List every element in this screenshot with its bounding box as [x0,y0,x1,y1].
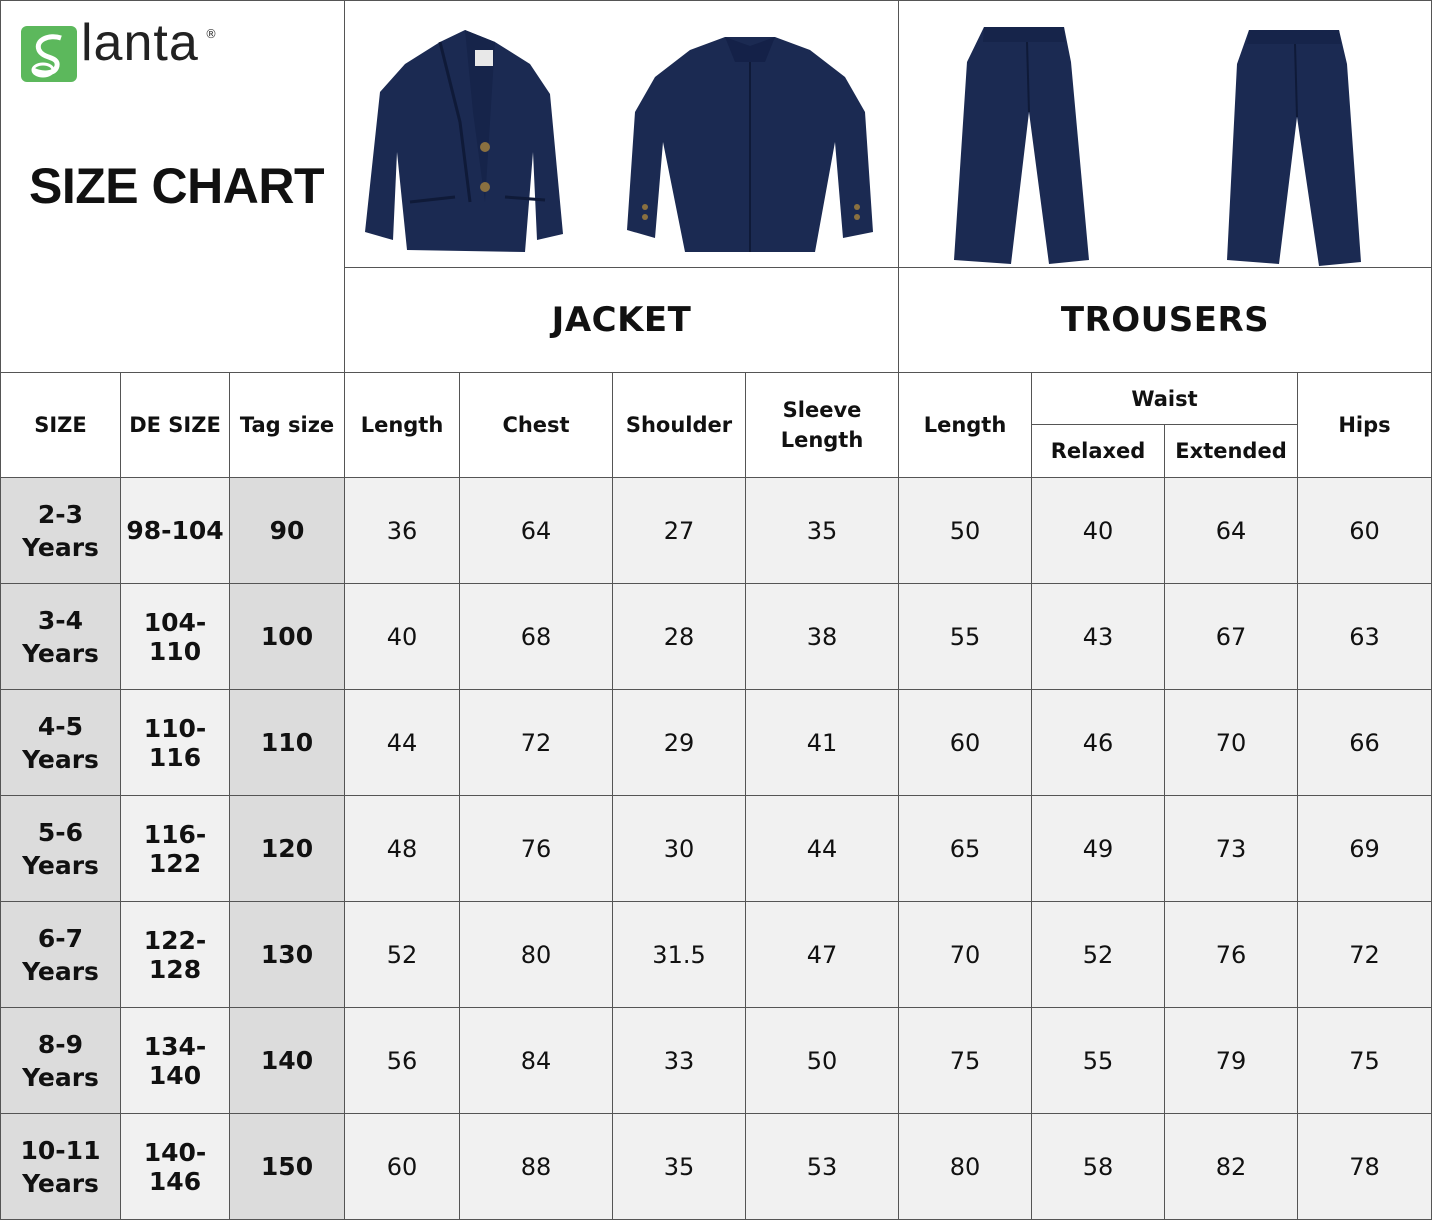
relaxed-cell: 49 [1032,796,1165,902]
table-row [1,478,1432,584]
trousers-length-cell: 80 [899,1114,1032,1220]
trousers-length-cell: 60 [899,690,1032,796]
section-jacket: JACKET [345,267,899,372]
size-cell [1,478,121,584]
sleeve-cell: 44 [746,796,899,902]
sleeve-cell: 38 [746,584,899,690]
trousers-illustration [899,2,1431,266]
de-size-cell: 122-128 [121,902,230,1008]
sleeve-cell: 53 [746,1114,899,1220]
header-jacket-length: Length [345,373,460,478]
trousers-images [899,1,1432,268]
relaxed-cell: 58 [1032,1114,1165,1220]
de-size-cell: 98-104 [121,478,230,584]
de-size-cell: 116-122 [121,796,230,902]
jacket-length-cell: 60 [345,1114,460,1220]
header-sleeve-line2: Length [780,428,864,452]
header-shoulder: Shoulder [613,373,746,478]
table-row [1,690,1432,796]
hips-cell: 60 [1298,478,1432,584]
de-size-cell: 134-140 [121,1008,230,1114]
hips-cell: 63 [1298,584,1432,690]
extended-cell: 73 [1165,796,1298,902]
trousers-length-cell: 75 [899,1008,1032,1114]
brand-panel [1,1,345,373]
chest-cell: 84 [460,1008,613,1114]
tag-size-cell: 150 [230,1114,345,1220]
extended-cell: 79 [1165,1008,1298,1114]
header-sleeve-line1: Sleeve [782,398,862,422]
tag-size-cell: 120 [230,796,345,902]
age-range: 8-9 [37,1029,84,1059]
shoulder-cell: 31.5 [613,902,746,1008]
shoulder-cell: 35 [613,1114,746,1220]
shoulder-cell: 27 [613,478,746,584]
trousers-length-cell: 70 [899,902,1032,1008]
shoulder-cell: 30 [613,796,746,902]
extended-cell: 82 [1165,1114,1298,1220]
jacket-length-cell: 52 [345,902,460,1008]
jacket-illustration [345,2,897,266]
age-range: 6-7 [37,923,84,953]
size-cell [1,690,121,796]
trousers-length-cell: 55 [899,584,1032,690]
header-size: SIZE [1,373,121,478]
table-row [1,584,1432,690]
relaxed-cell: 52 [1032,902,1165,1008]
relaxed-cell: 43 [1032,584,1165,690]
table-row [1,796,1432,902]
chest-cell: 76 [460,796,613,902]
trousers-front-icon [954,27,1089,264]
age-unit: Years [22,532,99,562]
age-range: 2-3 [37,499,84,529]
age-range: 3-4 [37,605,84,635]
chest-cell: 88 [460,1114,613,1220]
extended-cell: 76 [1165,902,1298,1008]
section-trousers: TROUSERS [899,267,1432,372]
size-cell [1,584,121,690]
jacket-length-cell: 36 [345,478,460,584]
de-size-cell: 104-110 [121,584,230,690]
header-extended: Extended [1165,425,1298,478]
relaxed-cell: 46 [1032,690,1165,796]
trousers-back-icon [1227,30,1361,266]
header-relaxed: Relaxed [1032,425,1165,478]
age-unit: Years [22,850,99,880]
age-range: 10-11 [20,1135,101,1165]
extended-cell: 64 [1165,478,1298,584]
de-size-cell: 110-116 [121,690,230,796]
tag-size-cell: 90 [230,478,345,584]
table-row [1,1114,1432,1220]
header-chest: Chest [460,373,613,478]
shoulder-cell: 29 [613,690,746,796]
relaxed-cell: 40 [1032,478,1165,584]
hips-cell: 72 [1298,902,1432,1008]
jacket-back-icon [627,37,873,252]
hips-cell: 69 [1298,796,1432,902]
brand-name: lanta [81,14,199,72]
registered-mark: ® [205,27,217,41]
jacket-length-cell: 56 [345,1008,460,1114]
header-sleeve-length [746,373,899,478]
jacket-length-cell: 40 [345,584,460,690]
header-hips: Hips [1298,373,1432,478]
sleeve-cell: 50 [746,1008,899,1114]
chest-cell: 80 [460,902,613,1008]
age-unit: Years [22,638,99,668]
jacket-front-icon [365,30,563,252]
header-trousers-length: Length [899,373,1032,478]
header-tag-size: Tag size [230,373,345,478]
age-range: 5-6 [37,817,84,847]
hips-cell: 66 [1298,690,1432,796]
hips-cell: 75 [1298,1008,1432,1114]
age-unit: Years [22,1062,99,1092]
logo-icon [21,26,77,82]
chest-cell: 68 [460,584,613,690]
chest-cell: 64 [460,478,613,584]
size-cell [1,902,121,1008]
extended-cell: 67 [1165,584,1298,690]
jacket-length-cell: 48 [345,796,460,902]
table-row [1,1008,1432,1114]
size-cell [1,1008,121,1114]
tag-size-cell: 130 [230,902,345,1008]
tag-size-cell: 100 [230,584,345,690]
tag-size-cell: 110 [230,690,345,796]
sleeve-cell: 41 [746,690,899,796]
age-unit: Years [22,956,99,986]
sleeve-cell: 47 [746,902,899,1008]
jacket-images [345,1,899,268]
chest-cell: 72 [460,690,613,796]
tag-size-cell: 140 [230,1008,345,1114]
trousers-length-cell: 65 [899,796,1032,902]
size-cell [1,796,121,902]
shoulder-cell: 33 [613,1008,746,1114]
header-waist: Waist [1032,373,1298,425]
brand-logo [21,26,77,86]
age-range: 4-5 [37,711,84,741]
trousers-length-cell: 50 [899,478,1032,584]
sleeve-cell: 35 [746,478,899,584]
hips-cell: 78 [1298,1114,1432,1220]
jacket-length-cell: 44 [345,690,460,796]
size-cell [1,1114,121,1220]
header-de-size: DE SIZE [121,373,230,478]
table-row [1,902,1432,1008]
age-unit: Years [22,1168,99,1198]
age-unit: Years [22,744,99,774]
page-title: SIZE CHART [29,158,324,214]
relaxed-cell: 55 [1032,1008,1165,1114]
de-size-cell: 140-146 [121,1114,230,1220]
shoulder-cell: 28 [613,584,746,690]
extended-cell: 70 [1165,690,1298,796]
